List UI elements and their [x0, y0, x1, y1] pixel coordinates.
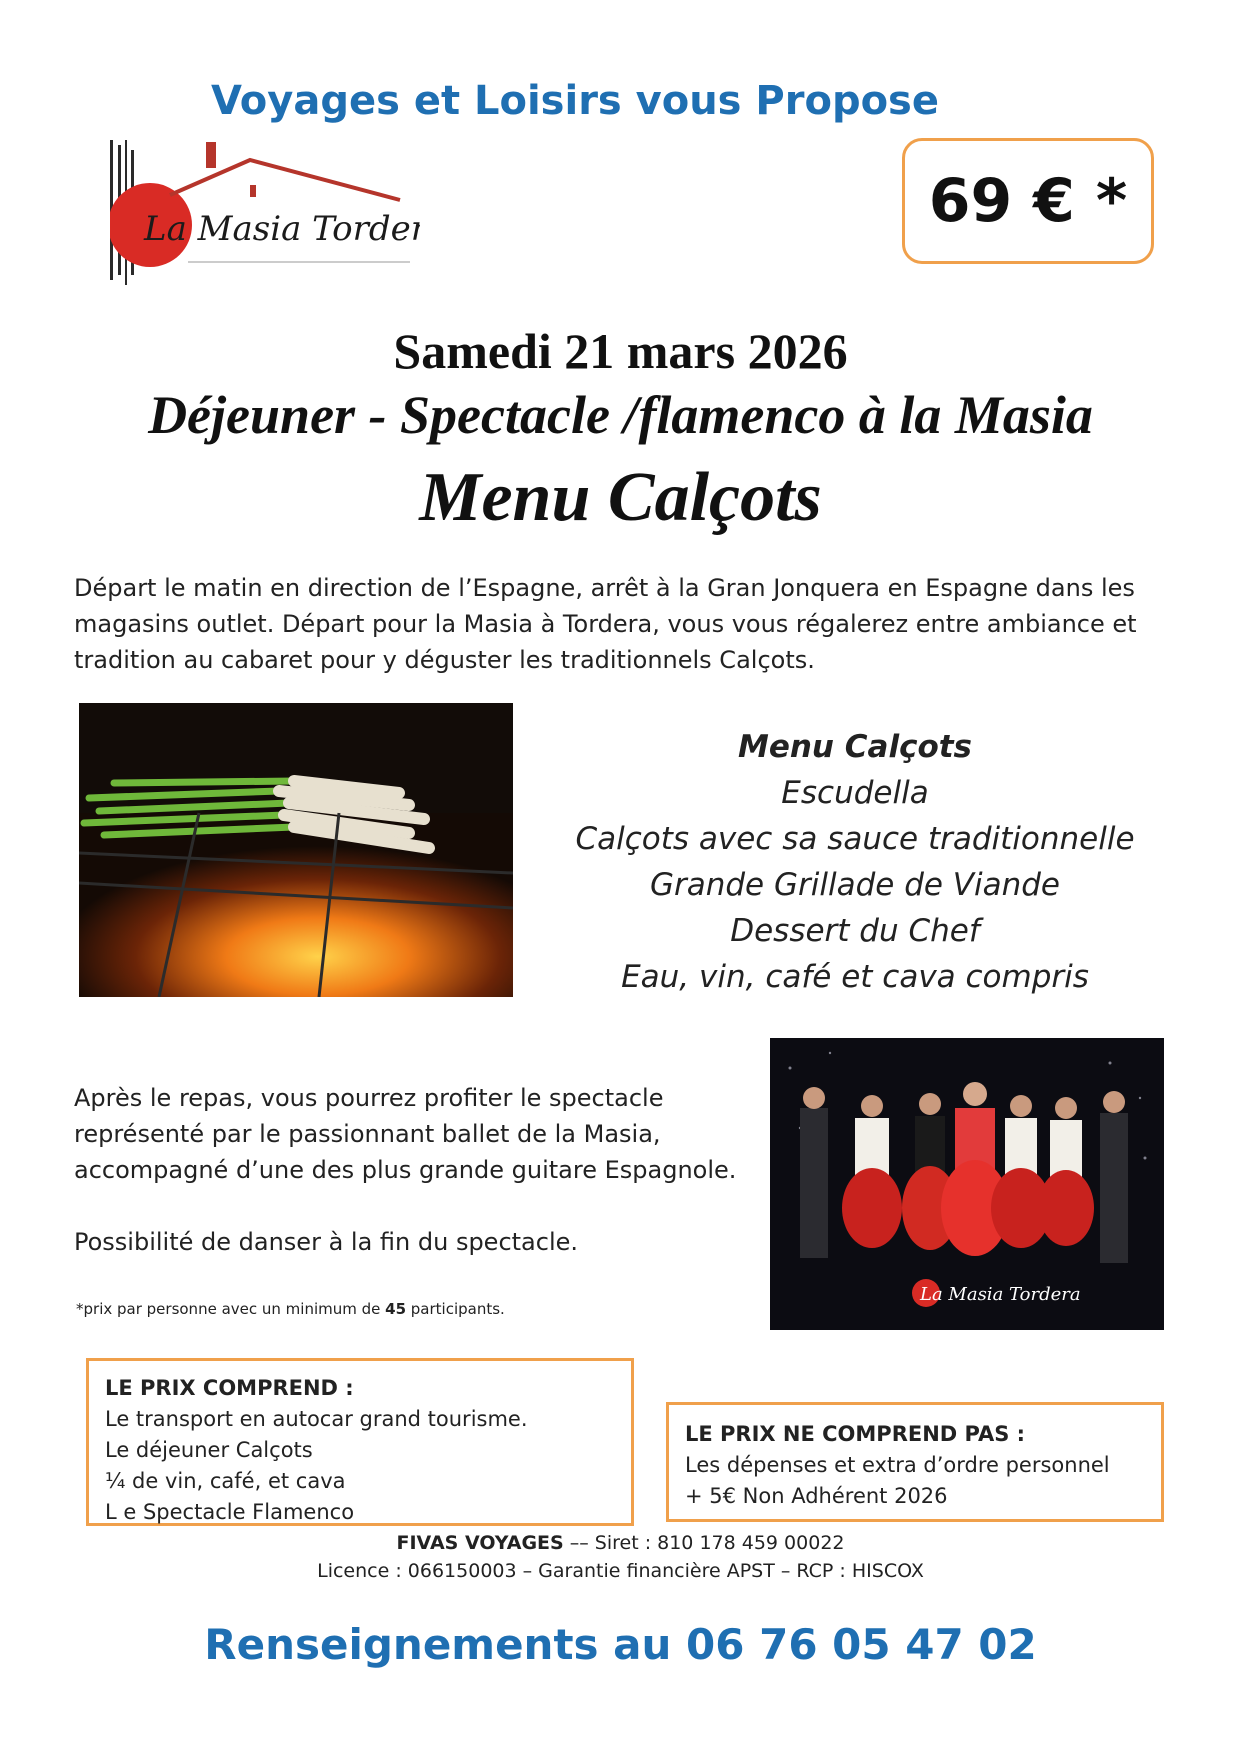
after-line: accompagné d’une des plus grande guitare Espagnole. [74, 1156, 737, 1184]
legal-company-line [0, 1532, 1241, 1554]
includes-item: ¼ de vin, café, et cava [105, 1469, 346, 1493]
menu-block [560, 724, 1150, 1000]
la-masia-tordera-logo [110, 140, 420, 290]
intro-line: tradition au cabaret pour y déguster les traditionnels Calçots. [74, 646, 815, 674]
siret: –– Siret : 810 178 459 00022 [563, 1532, 845, 1554]
company-name: FIVAS VOYAGES [396, 1532, 564, 1554]
excludes-item: Les dépenses et extra d’ordre personnel [685, 1453, 1110, 1477]
price-value: 69 € * [928, 166, 1128, 236]
footnote-text: *prix par personne avec un minimum de [76, 1300, 386, 1318]
footnote-text-end: participants. [406, 1300, 505, 1318]
flamenco-show-photo [770, 1038, 1164, 1330]
svg-text:La Masia Tordera: La Masia Tordera [144, 209, 420, 249]
intro-paragraph [74, 570, 1154, 678]
legal-licence-line: Licence : 066150003 – Garantie financière APST – RCP : HISCOX [317, 1560, 924, 1582]
menu-item: Dessert du Chef [730, 913, 980, 949]
menu-item: Escudella [781, 775, 929, 811]
event-date: Samedi 21 mars 2026 [393, 323, 848, 379]
price-box [902, 138, 1154, 264]
includes-heading: LE PRIX COMPREND : [105, 1376, 354, 1400]
excludes-heading: LE PRIX NE COMPREND PAS : [685, 1422, 1026, 1446]
svg-text:La Masia Tordera: La Masia Tordera [920, 1284, 1081, 1305]
intro-line: magasins outlet. Départ pour la Masia à Tordera, vous vous régalerez entre ambiance et [74, 610, 1137, 638]
intro-line: Départ le matin en direction de l’Espagne, arrêt à la Gran Jonquera en Espagne dans les [74, 574, 1135, 602]
menu-title: Menu Calçots [419, 459, 822, 536]
menu-item: Calçots avec sa sauce traditionnelle [575, 821, 1135, 857]
menu-heading: Menu Calçots [737, 729, 973, 765]
dance-line: Possibilité de danser à la fin du spectacle. [74, 1228, 579, 1256]
after-meal-text [74, 1080, 754, 1260]
includes-item: Le déjeuner Calçots [105, 1438, 313, 1462]
after-line: Après le repas, vous pourrez profiter le spectacle [74, 1084, 664, 1112]
menu-item: Grande Grillade de Viande [649, 867, 1061, 903]
after-line: représenté par le passionnant ballet de la Masia, [74, 1120, 661, 1148]
includes-item: Le transport en autocar grand tourisme. [105, 1407, 528, 1431]
price-includes-box [86, 1358, 634, 1526]
header-title: Voyages et Loisirs vous Propose [211, 78, 939, 124]
contact-footer: Renseignements au 06 76 05 47 02 [204, 1620, 1037, 1669]
calcots-grill-photo [79, 703, 513, 997]
price-excludes-box [666, 1402, 1164, 1522]
menu-item: Eau, vin, café et cava compris [621, 959, 1089, 995]
price-footnote [76, 1300, 505, 1318]
excludes-item: + 5€ Non Adhérent 2026 [685, 1484, 948, 1508]
footnote-number: 45 [385, 1300, 407, 1318]
event-subtitle: Déjeuner - Spectacle /flamenco à la Masia [148, 385, 1093, 445]
includes-item: L e Spectacle Flamenco [105, 1500, 355, 1524]
